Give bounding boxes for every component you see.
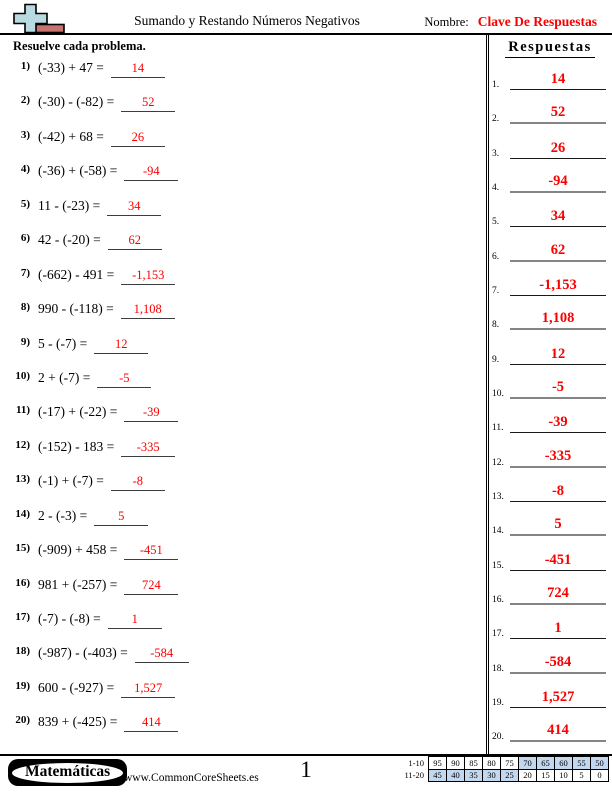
problem-row: [12, 60, 482, 94]
problem-number: 7): [20, 266, 30, 279]
answer-value: 26: [510, 141, 606, 159]
answer-value: -335: [510, 449, 606, 468]
answer-number: 4.: [492, 182, 500, 193]
answer-number: 7.: [492, 285, 500, 296]
problem-number: 2): [20, 94, 30, 107]
answer-row: [492, 262, 606, 296]
problem-answer: -8: [111, 474, 165, 491]
problem-row: [12, 439, 482, 473]
instruction-text: Resuelve cada problema.: [13, 39, 146, 53]
problem-expression: (-152) - 183 =: [38, 438, 115, 454]
problem-expression: (-1) + (-7) =: [38, 473, 104, 489]
problem-expression: 2 + (-7) =: [38, 369, 91, 385]
answer-row: [492, 399, 606, 433]
answer-number: 10.: [492, 388, 504, 399]
score-cell: 60: [555, 757, 573, 770]
problem-answer: -94: [124, 164, 178, 181]
problem-row: [12, 542, 482, 576]
problem-answer: 52: [121, 95, 175, 112]
problem-number: 17): [15, 611, 30, 623]
score-cell: 10: [555, 769, 573, 782]
answer-number: 8.: [492, 320, 500, 331]
problem-answer: 1: [108, 612, 162, 629]
problem-answer: -451: [124, 543, 178, 560]
answer-value: -584: [510, 655, 606, 674]
worksheet-title: Sumando y Restando Números Negativos: [134, 13, 360, 28]
problem-number: 13): [15, 473, 30, 486]
answer-value: -8: [510, 484, 606, 502]
answer-value: 62: [510, 243, 606, 262]
score-row: [399, 757, 609, 770]
problem-row: [12, 473, 482, 507]
answer-number: 19.: [492, 698, 504, 709]
answer-number: 12.: [492, 457, 504, 468]
answer-value: -451: [510, 553, 606, 571]
answer-value: 14: [510, 72, 606, 90]
score-cell: 90: [447, 757, 465, 770]
answer-number: 6.: [492, 251, 500, 262]
score-row-label: 11-20: [404, 770, 424, 781]
answer-value: 1: [510, 621, 606, 639]
score-cell: 80: [483, 757, 501, 770]
score-cell: 15: [537, 769, 555, 782]
problem-row: [12, 232, 482, 266]
problem-row: [12, 645, 482, 679]
answer-row: [492, 90, 606, 124]
problem-row: [12, 404, 482, 438]
answer-row: [492, 124, 606, 158]
answer-value: 724: [510, 586, 606, 605]
problem-expression: 839 + (-425) =: [38, 714, 118, 730]
problem-expression: (-987) - (-403) =: [38, 645, 128, 661]
subject-badge: [8, 759, 127, 786]
problem-expression: (-42) + 68 =: [38, 128, 104, 144]
score-cell: 25: [501, 769, 519, 782]
answer-value: 1,527: [510, 690, 606, 708]
answer-value: 52: [510, 105, 606, 124]
score-cell: 50: [591, 757, 609, 770]
score-cell: 75: [501, 757, 519, 770]
problem-number: 11): [15, 404, 30, 417]
answer-row: [492, 296, 606, 330]
problem-expression: (-17) + (-22) =: [38, 404, 118, 420]
answer-number: 20.: [492, 732, 504, 743]
problem-answer: 34: [107, 199, 161, 216]
problem-expression: (-33) + 47 =: [38, 60, 104, 75]
problem-number: 8): [20, 301, 30, 314]
answer-number: 18.: [492, 663, 504, 674]
answer-value: -39: [510, 415, 606, 433]
score-cell: 45: [429, 769, 447, 782]
problem-number: 19): [15, 679, 30, 692]
answer-value: -5: [510, 380, 606, 399]
problem-expression: 990 - (-118) =: [38, 301, 114, 317]
problems-list: [12, 60, 482, 749]
problem-row: [12, 267, 482, 301]
problem-row: [12, 611, 482, 645]
problem-answer: -584: [135, 646, 189, 663]
score-row-label: 1-10: [408, 757, 424, 768]
problem-number: 16): [15, 576, 30, 589]
problem-row: [12, 163, 482, 197]
answer-row: [492, 708, 606, 742]
answer-row: [492, 571, 606, 605]
problem-expression: 981 + (-257) =: [38, 576, 118, 592]
problem-row: [12, 370, 482, 404]
problem-expression: (-662) - 491 =: [38, 266, 115, 282]
answer-row: [492, 674, 606, 708]
problem-number: 6): [20, 232, 30, 245]
header-rule: [0, 33, 612, 35]
problem-expression: (-909) + 458 =: [38, 542, 118, 558]
problem-number: 4): [20, 163, 30, 176]
problem-row: [12, 129, 482, 163]
answer-row: [492, 605, 606, 639]
problem-expression: 42 - (-20) =: [38, 232, 101, 248]
problem-number: 18): [15, 645, 30, 658]
answer-number: 14.: [492, 526, 504, 537]
answer-row: [492, 159, 606, 193]
problem-expression: 2 - (-3) =: [38, 507, 88, 523]
problem-row: [12, 714, 482, 748]
score-cell: 55: [573, 757, 591, 770]
subject-badge-label: Matemáticas: [11, 762, 124, 784]
score-cell: 30: [483, 769, 501, 782]
answer-row: [492, 468, 606, 502]
answer-value: 1,108: [510, 311, 606, 330]
problem-expression: (-7) - (-8) =: [38, 611, 101, 626]
problem-expression: (-36) + (-58) =: [38, 163, 118, 179]
page-number: 1: [300, 757, 312, 782]
problem-number: 5): [20, 197, 30, 210]
problem-answer: 12: [94, 337, 148, 354]
answer-number: 17.: [492, 629, 504, 640]
problem-row: [12, 94, 482, 128]
name-block: [424, 14, 597, 30]
answer-number: 3.: [492, 148, 500, 159]
score-cell: 0: [591, 769, 609, 782]
answer-row: [492, 193, 606, 227]
answer-number: 2.: [492, 114, 500, 125]
problem-expression: 5 - (-7) =: [38, 335, 88, 351]
problem-row: [12, 198, 482, 232]
score-cell: 65: [537, 757, 555, 770]
problem-answer: 62: [108, 233, 162, 250]
score-cell: 70: [519, 757, 537, 770]
score-cell: 85: [465, 757, 483, 770]
score-cell: 35: [465, 769, 483, 782]
name-value: Clave De Respuestas: [477, 14, 597, 29]
score-cell: 20: [519, 769, 537, 782]
answer-value: 5: [510, 517, 606, 536]
score-table: [399, 756, 610, 782]
problem-row: [12, 577, 482, 611]
answer-number: 11.: [492, 423, 504, 434]
problem-row: [12, 508, 482, 542]
problem-answer: 26: [111, 130, 165, 147]
name-label: Nombre:: [424, 15, 469, 29]
problem-row: [12, 336, 482, 370]
score-row: [399, 769, 609, 782]
answer-row: [492, 365, 606, 399]
problem-number: 20): [15, 714, 30, 727]
answer-value: 12: [510, 347, 606, 365]
problem-row: [12, 301, 482, 335]
answer-number: 16.: [492, 595, 504, 605]
answer-row: [492, 330, 606, 364]
problem-row: [12, 680, 482, 714]
answer-number: 15.: [492, 560, 504, 571]
answer-number: 5.: [492, 217, 500, 228]
answer-value: -1,153: [510, 278, 606, 296]
answers-list: [492, 56, 606, 743]
answer-value: 34: [510, 209, 606, 227]
problem-answer: 414: [124, 715, 178, 732]
answer-number: 13.: [492, 491, 504, 502]
problem-answer: 724: [124, 578, 178, 595]
problem-number: 12): [15, 438, 30, 451]
problem-expression: 600 - (-927) =: [38, 679, 115, 695]
answer-row: [492, 502, 606, 536]
answer-row: [492, 56, 606, 90]
answer-row: [492, 433, 606, 467]
problem-number: 9): [20, 335, 30, 348]
column-divider: [486, 34, 489, 754]
score-cell: 95: [429, 757, 447, 770]
website-url: www.CommonCoreSheets.es: [124, 772, 259, 784]
problem-answer: -5: [97, 371, 151, 388]
answer-row: [492, 639, 606, 673]
problem-number: 15): [15, 542, 30, 555]
answer-row: [492, 536, 606, 570]
problem-answer: -1,153: [121, 268, 175, 285]
problem-answer: 1,108: [121, 302, 175, 319]
problem-answer: 5: [94, 509, 148, 526]
answer-number: 1.: [492, 79, 500, 90]
answer-value: 414: [510, 723, 606, 742]
problem-expression: (-30) - (-82) =: [38, 94, 115, 110]
problem-number: 3): [20, 128, 30, 141]
problem-answer: 14: [111, 61, 165, 78]
problem-number: 14): [15, 507, 30, 520]
score-cell: 5: [573, 769, 591, 782]
problem-expression: 11 - (-23) =: [38, 197, 101, 213]
problem-number: 10): [15, 369, 30, 382]
problem-answer: -335: [121, 440, 175, 457]
answer-row: [492, 227, 606, 261]
answer-number: 9.: [492, 354, 500, 365]
score-cell: 40: [447, 769, 465, 782]
problem-number: 1): [20, 60, 30, 72]
problem-answer: -39: [124, 405, 178, 422]
answer-value: -94: [510, 174, 606, 193]
answers-header-label: Respuestas: [505, 39, 594, 58]
problem-answer: 1,527: [121, 681, 175, 698]
